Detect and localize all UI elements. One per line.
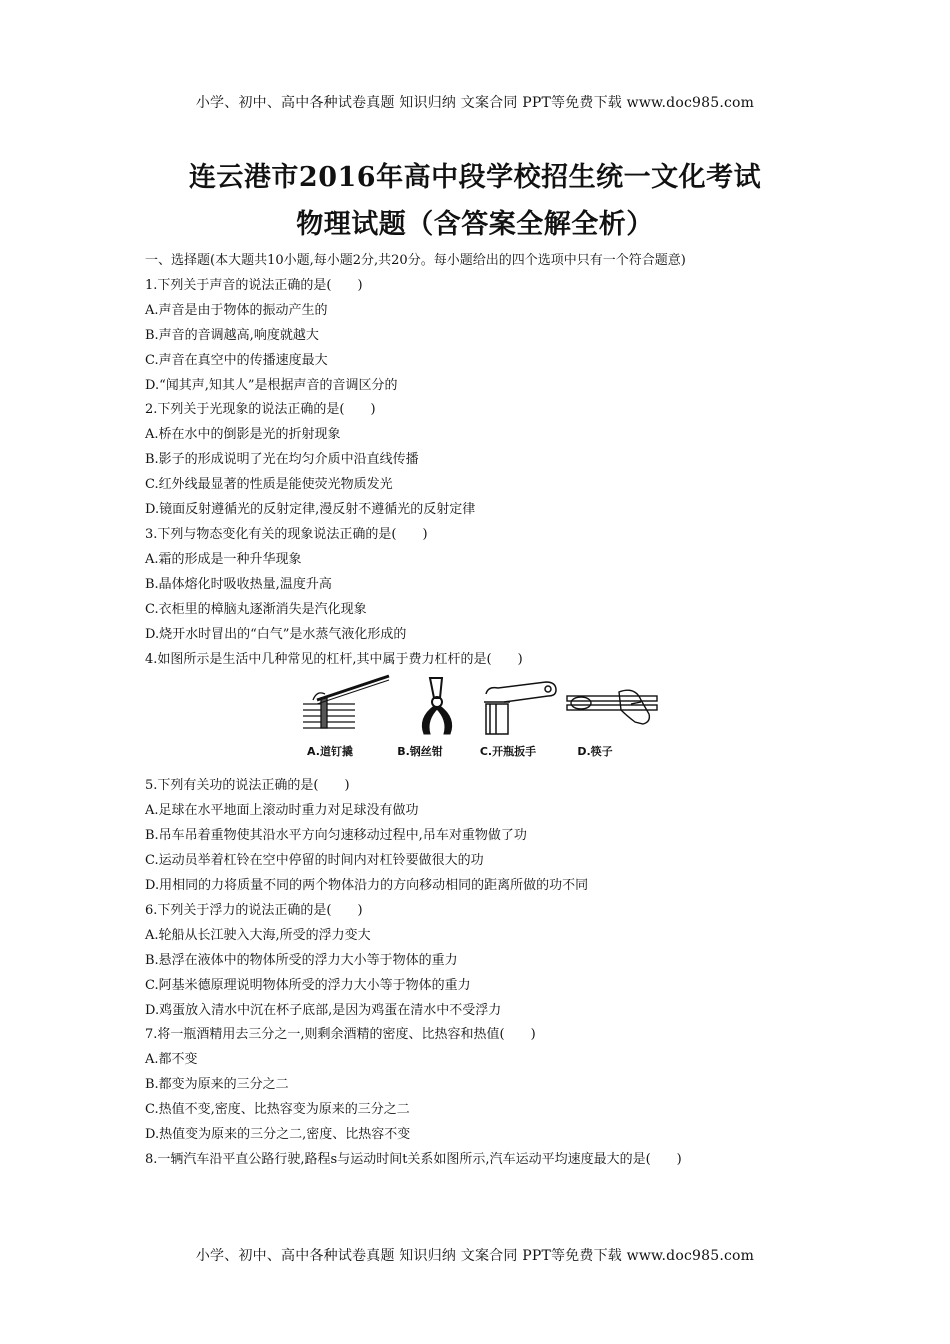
tool-d xyxy=(565,674,665,736)
option-b: B.晶体熔化时吸收热量,温度升高 xyxy=(145,576,332,592)
option-c: C.运动员举着杠铃在空中停留的时间内对杠铃要做很大的功 xyxy=(145,853,484,869)
option-c: C.热值不变,密度、比热容变为原来的三分之二 xyxy=(145,1102,410,1118)
option-b: B.悬浮在液体中的物体所受的浮力大小等于物体的重力 xyxy=(145,952,458,968)
option-c: C.声音在真空中的传播速度最大 xyxy=(145,352,328,368)
section-heading: 一、选择题(本大题共10小题,每小题2分,共20分。每小题给出的四个选项中只有一个符合题意) xyxy=(145,253,686,268)
crowbar-icon xyxy=(295,674,395,736)
option-b: B.吊车吊着重物使其沿水平方向匀速移动过程中,吊车对重物做了功 xyxy=(145,828,527,844)
question-stem: 6.下列关于浮力的说法正确的是( ) xyxy=(145,902,363,918)
figure-label-c: C.开瓶扳手 xyxy=(479,745,537,759)
option-b: B.影子的形成说明了光在均匀介质中沿直线传播 xyxy=(145,452,419,468)
option-a: A.轮船从长江驶入大海,所受的浮力变大 xyxy=(145,927,371,943)
option-d: D.“闻其声,知其人”是根据声音的音调区分的 xyxy=(145,377,398,393)
exam-title: 连云港市2016年高中段学校招生统一文化考试 xyxy=(188,162,762,193)
question-stem: 7.将一瓶酒精用去三分之一,则剩余酒精的密度、比热容和热值( ) xyxy=(145,1027,536,1043)
tool-a xyxy=(295,674,395,736)
exam-content xyxy=(145,249,825,1173)
option-d: D.烧开水时冒出的“白气”是水蒸气液化形成的 xyxy=(145,626,407,642)
option-a: A.足球在水平地面上滚动时重力对足球没有做功 xyxy=(145,803,419,819)
option-d: D.镜面反射遵循光的反射定律,漫反射不遵循光的反射定律 xyxy=(145,502,476,518)
figure-label-d: D.筷子 xyxy=(577,745,613,759)
question-stem: 5.下列有关功的说法正确的是( ) xyxy=(145,778,350,794)
option-a: A.霜的形成是一种升华现象 xyxy=(145,551,302,567)
lever-figure xyxy=(145,674,825,770)
pliers-icon xyxy=(390,674,490,736)
option-b: B.声音的音调越高,响度就越大 xyxy=(145,327,319,343)
figure-label-b: B.钢丝钳 xyxy=(397,745,443,759)
option-d: D.鸡蛋放入清水中沉在杯子底部,是因为鸡蛋在清水中不受浮力 xyxy=(145,1002,502,1018)
option-d: D.用相同的力将质量不同的两个物体沿力的方向移动相同的距离所做的功不同 xyxy=(145,878,589,894)
option-b: B.都变为原来的三分之二 xyxy=(145,1077,289,1093)
page-header: 小学、初中、高中各种试卷真题 知识归纳 文案合同 PPT等免费下载 www.doc985.com xyxy=(195,95,755,111)
chopsticks-icon xyxy=(565,674,665,736)
question-stem: 2.下列关于光现象的说法正确的是( ) xyxy=(145,402,376,418)
page-footer: 小学、初中、高中各种试卷真题 知识归纳 文案合同 PPT等免费下载 www.doc985.com xyxy=(195,1248,755,1264)
option-c: C.衣柜里的樟脑丸逐渐消失是汽化现象 xyxy=(145,601,367,617)
exam-subtitle: 物理试题（含答案全解全析） xyxy=(296,209,654,240)
option-a: A.声音是由于物体的振动产生的 xyxy=(145,302,328,318)
option-c: C.红外线最显著的性质是能使荧光物质发光 xyxy=(145,477,393,493)
option-a: A.都不变 xyxy=(145,1052,198,1068)
figure-label-a: A.道钉撬 xyxy=(307,745,353,759)
question-stem: 4.如图所示是生活中几种常见的杠杆,其中属于费力杠杆的是( ) xyxy=(145,651,523,667)
question-stem: 1.下列关于声音的说法正确的是( ) xyxy=(145,277,363,293)
question-stem: 8.一辆汽车沿平直公路行驶,路程s与运动时间t关系如图所示,汽车运动平均速度最大的是( ) xyxy=(145,1152,682,1167)
question-stem: 3.下列与物态变化有关的现象说法正确的是( ) xyxy=(145,526,428,542)
option-d: D.热值变为原来的三分之二,密度、比热容不变 xyxy=(145,1127,411,1143)
tool-b xyxy=(390,674,490,736)
option-c: C.阿基米德原理说明物体所受的浮力大小等于物体的重力 xyxy=(145,977,471,993)
option-a: A.桥在水中的倒影是光的折射现象 xyxy=(145,427,341,443)
